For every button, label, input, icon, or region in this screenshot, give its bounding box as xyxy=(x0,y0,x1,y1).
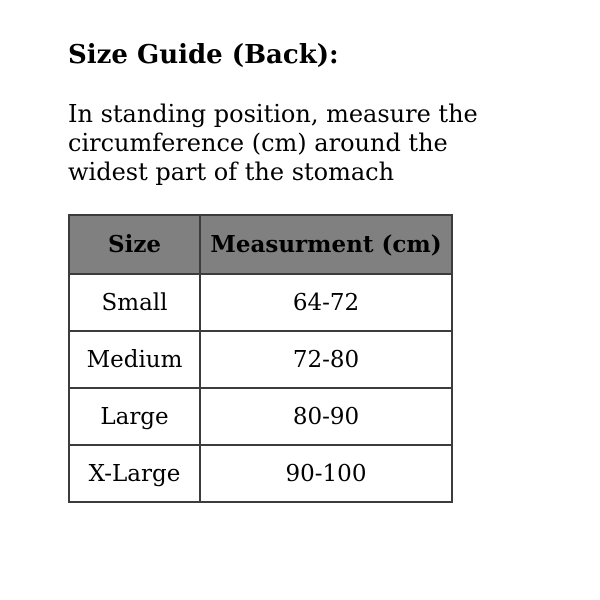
size-cell: Small xyxy=(69,274,200,331)
measurement-cell: 72-80 xyxy=(200,331,452,388)
measurement-cell: 80-90 xyxy=(200,388,452,445)
measurement-cell: 64-72 xyxy=(200,274,452,331)
table-row xyxy=(69,331,452,388)
size-cell: Medium xyxy=(69,331,200,388)
size-cell: Large xyxy=(69,388,200,445)
size-cell: X-Large xyxy=(69,445,200,502)
size-table xyxy=(68,214,453,503)
measurement-instructions: In standing position, measure the circumference (cm) around the widest part of the stomach xyxy=(68,100,478,186)
table-row xyxy=(69,274,452,331)
table-row xyxy=(69,388,452,445)
column-header-size: Size xyxy=(69,215,200,274)
table-row xyxy=(69,445,452,502)
table-header-row xyxy=(69,215,452,274)
column-header-measurement: Measurment (cm) xyxy=(200,215,452,274)
measurement-cell: 90-100 xyxy=(200,445,452,502)
size-guide-title: Size Guide (Back): xyxy=(68,40,339,70)
